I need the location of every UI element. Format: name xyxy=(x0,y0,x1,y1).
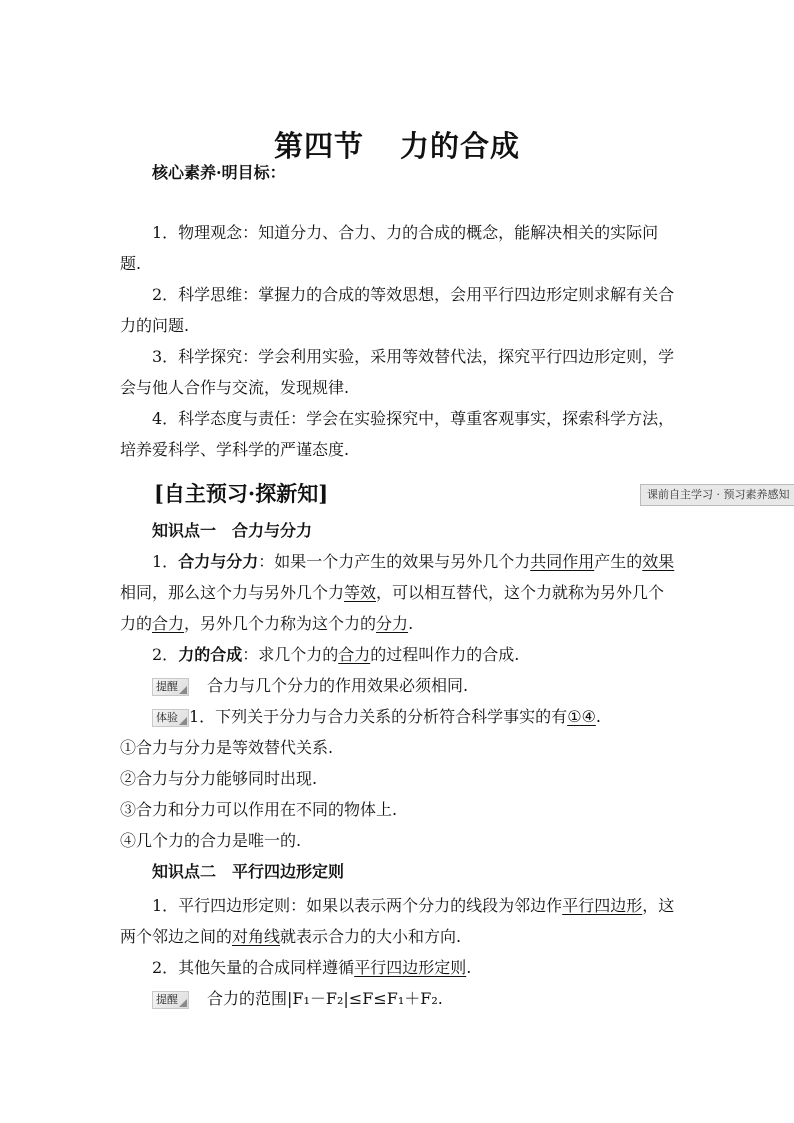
blank-answer: 共同作用 xyxy=(530,552,595,571)
k1-p1-line3: 力的合力，另外几个力称为这个力的分力. xyxy=(120,614,414,633)
blank-answer: 分力 xyxy=(376,614,409,633)
tip-badge: 提醒 xyxy=(152,991,189,1009)
section-title: [自主预习·探新知] xyxy=(154,481,329,506)
core-item-4-line2: 培养爱科学、学科学的严谨态度. xyxy=(120,440,350,459)
title-topic: 力的合成 xyxy=(400,129,521,163)
option-3: ③合力和分力可以作用在不同的物体上. xyxy=(120,800,398,819)
core-item-3-line1: 3．科学探究：学会利用实验，采用等效替代法，探究平行四边形定则，学 xyxy=(152,347,675,366)
k1-p1-line2: 相同，那么这个力与另外几个力等效，可以相互替代，这个力就称为另外几个 xyxy=(120,583,665,602)
blank-answer: 对角线 xyxy=(232,927,281,946)
core-heading: 核心素养·明目标： xyxy=(152,163,286,182)
core-item-4-line1: 4．科学态度与责任：学会在实验探究中，尊重客观事实，探索科学方法， xyxy=(152,409,675,428)
knowledge-point-1-heading: 知识点一 合力与分力 xyxy=(152,521,313,540)
core-item-1-line2: 题. xyxy=(120,254,142,273)
core-item-3-line2: 会与他人合作与交流，发现规律. xyxy=(120,378,350,397)
option-1: ①合力与分力是等效替代关系. xyxy=(120,738,334,757)
blank-answer: 合力 xyxy=(338,645,371,664)
blank-answer: ①④ xyxy=(567,707,596,726)
option-2: ②合力与分力能够同时出现. xyxy=(120,769,318,788)
k2-p1-line2: 两个邻边之间的对角线就表示合力的大小和方向. xyxy=(120,927,462,946)
core-item-2-line2: 力的问题. xyxy=(120,316,190,335)
k2-p1-line1: 1．平行四边形定则：如果以表示两个分力的线段为邻边作平行四边形，这 xyxy=(152,896,675,915)
section-header xyxy=(120,478,794,508)
experience-badge: 体验 xyxy=(152,709,189,727)
section-tag: 课前自主学习 · 预习素养感知 xyxy=(640,484,794,506)
blank-answer: 等效 xyxy=(344,583,377,602)
k1-tip: 提醒 合力与几个分力的作用效果必须相同. xyxy=(152,675,712,697)
k1-experience: 体验 1．下列关于分力与合力关系的分析符合科学事实的有①④. xyxy=(152,706,712,728)
core-item-2-line1: 2．科学思维：掌握力的合成的等效思想，会用平行四边形定则求解有关合 xyxy=(152,285,675,304)
page-title xyxy=(0,124,794,165)
knowledge-point-2-heading: 知识点二 平行四边形定则 xyxy=(152,862,345,881)
blank-answer: 效果 xyxy=(642,552,675,571)
k2-tip: 提醒 合力的范围|F₁－F₂|≤F≤F₁＋F₂. xyxy=(152,988,712,1010)
option-4: ④几个力的合力是唯一的. xyxy=(120,831,302,850)
blank-answer: 平行四边形 xyxy=(562,896,643,915)
tip-badge: 提醒 xyxy=(152,678,189,696)
k2-p2: 2．其他矢量的合成同样遵循平行四边形定则. xyxy=(152,958,472,977)
core-item-1-line1: 1．物理观念：知道分力、合力、力的合成的概念，能解决相关的实际问 xyxy=(152,223,659,242)
k1-p1-line1: 1．合力与分力：如果一个力产生的效果与另外几个力共同作用产生的效果 xyxy=(152,552,675,571)
title-section-number: 第四节 xyxy=(273,129,364,163)
blank-answer: 平行四边形定则 xyxy=(354,958,467,977)
k1-p2: 2．力的合成：求几个力的合力的过程叫作力的合成. xyxy=(152,645,520,664)
blank-answer: 合力 xyxy=(152,614,185,633)
